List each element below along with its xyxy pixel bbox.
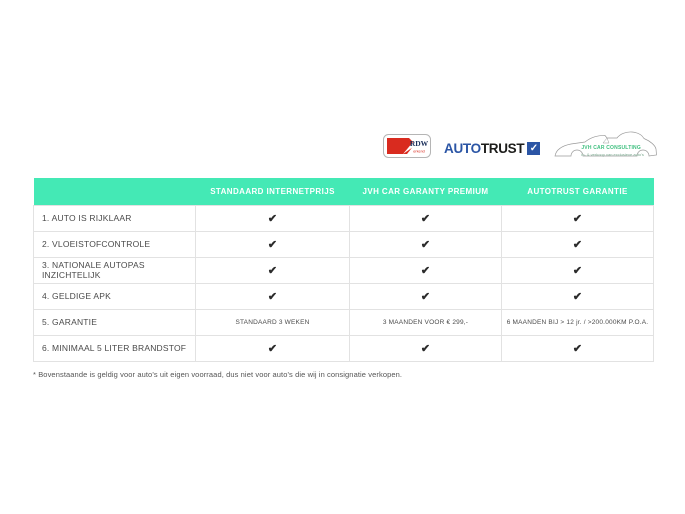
check-cell: ✔ [350, 283, 502, 309]
check-cell: ✔ [196, 205, 350, 231]
jvh-logo-text [581, 145, 657, 157]
header-standaard-internetprijs: STANDAARD INTERNETPRIJS [196, 178, 350, 205]
comparison-table [33, 178, 654, 362]
check-cell: ✔ [502, 257, 654, 283]
rdw-logo-graphic [383, 134, 431, 158]
text-cell: 6 MAANDEN BIJ > 12 jr. / >200.000KM P.O.A. [502, 309, 654, 335]
check-cell: ✔ [350, 257, 502, 283]
rdw-wordmark: RDW [409, 138, 429, 148]
table-row [34, 309, 654, 335]
row-label: 1. AUTO IS RIJKLAAR [34, 205, 196, 231]
check-cell: ✔ [196, 335, 350, 361]
header-autotrust-garantie: AUTOTRUST GARANTIE [502, 178, 654, 205]
check-cell: ✔ [196, 231, 350, 257]
row-label: 5. GARANTIE [34, 309, 196, 335]
table-row [34, 257, 654, 283]
table-row [34, 231, 654, 257]
check-cell: ✔ [502, 205, 654, 231]
check-cell: ✔ [502, 335, 654, 361]
row-label: 3. NATIONALE AUTOPAS INZICHTELIJK [34, 257, 196, 283]
logo-strip [383, 130, 663, 166]
rdw-erkend-label: erkend [413, 149, 425, 153]
check-cell: ✔ [502, 231, 654, 257]
row-label: 2. VLOEISTOFCONTROLE [34, 231, 196, 257]
check-cell: ✔ [196, 283, 350, 309]
footnote: * Bovenstaande is geldig voor auto's uit eigen voorraad, dus niet voor auto's die wij in consignatie verkopen. [33, 370, 403, 379]
check-cell: ✔ [350, 231, 502, 257]
check-cell: ✔ [502, 283, 654, 309]
autotrust-logo [444, 141, 540, 156]
autotrust-wordmark-trust: TRUST [480, 140, 525, 156]
text-cell: 3 MAANDEN VOOR € 299,- [350, 309, 502, 335]
header-feature-column [34, 178, 196, 205]
jvh-car-consulting-logo [553, 129, 659, 165]
text-cell: STANDAARD 3 WEKEN [196, 309, 350, 335]
check-cell: ✔ [350, 205, 502, 231]
rdw-logo [383, 134, 431, 163]
autotrust-wordmark-auto: AUTO [444, 140, 481, 156]
autotrust-check-icon: ✓ [527, 142, 540, 155]
jvh-logo-title: JVH CAR CONSULTING [581, 144, 641, 151]
jvh-logo-tagline: in- & verkoop van exclusieve auto's [581, 151, 644, 157]
check-cell: ✔ [350, 335, 502, 361]
table-row [34, 335, 654, 361]
table-row [34, 283, 654, 309]
table-header-row [34, 178, 654, 205]
row-label: 4. GELDIGE APK [34, 283, 196, 309]
header-jvh-car-garanty-premium: JVH CAR GARANTY PREMIUM [350, 178, 502, 205]
row-label: 6. MINIMAAL 5 LITER BRANDSTOF [34, 335, 196, 361]
check-cell: ✔ [196, 257, 350, 283]
table-row [34, 205, 654, 231]
